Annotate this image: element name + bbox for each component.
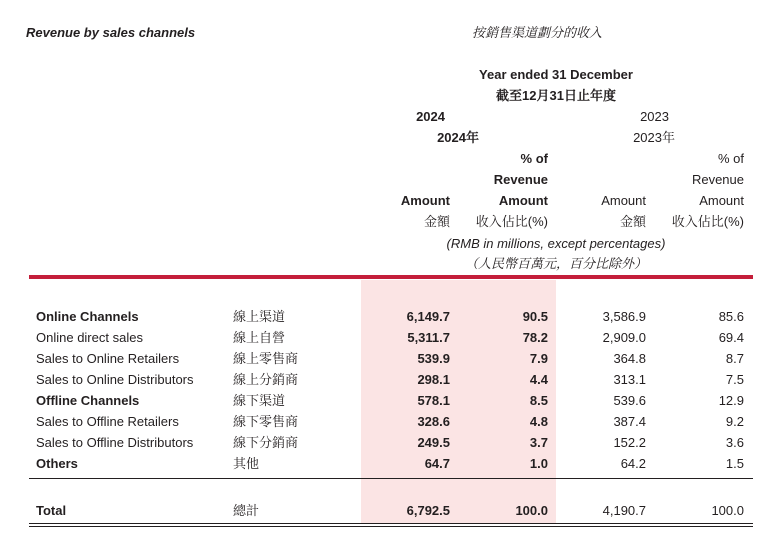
period-label-en: Year ended 31 December — [479, 67, 633, 82]
subtotal-rule — [29, 478, 753, 479]
amount-2023: 152.2 — [613, 435, 646, 450]
amount-2023: 2,909.0 — [602, 330, 646, 345]
amount-2024: 6,149.7 — [406, 309, 450, 324]
table-row — [0, 349, 775, 370]
pct-2024: 4.8 — [529, 414, 548, 429]
total-amount-2024: 6,792.5 — [406, 503, 450, 518]
row-label-zh: 線上零售商 — [233, 351, 299, 366]
year-2024-label-zh: 2024年 — [437, 130, 479, 145]
table-row — [0, 370, 775, 391]
amount-2024: 249.5 — [417, 435, 450, 450]
total-amount-2023: 4,190.7 — [602, 503, 646, 518]
row-label-en: Offline Channels — [36, 393, 140, 408]
pct-2023: 8.7 — [725, 351, 744, 366]
total-label-en: Total — [36, 503, 67, 518]
row-label-zh: 其他 — [233, 456, 260, 471]
row-label-en: Others — [36, 456, 78, 471]
pct-2023: 69.4 — [718, 330, 744, 345]
pct-header-2023-line1: % of — [717, 151, 744, 166]
unit-note-zh: （人民幣百萬元，百分比除外） — [464, 256, 647, 271]
row-label-zh: 線下渠道 — [233, 393, 286, 408]
unit-note-en: (RMB in millions, except percentages) — [446, 236, 666, 251]
amount-2024: 578.1 — [417, 393, 450, 408]
table-row — [0, 307, 775, 328]
pct-header-2024-line3: Amount — [498, 193, 548, 208]
table-row — [0, 328, 775, 349]
pct-header-2024-line2: Revenue — [493, 172, 548, 187]
year-2023-label: 2023 — [640, 109, 669, 124]
total-row — [0, 501, 775, 522]
year-2023-label-zh: 2023年 — [633, 130, 675, 145]
pct-header-2023-line2: Revenue — [691, 172, 744, 187]
amount-2024: 539.9 — [417, 351, 450, 366]
total-label-zh: 總計 — [233, 503, 260, 518]
amount-2023: 64.2 — [620, 456, 646, 471]
row-label-zh: 線下零售商 — [233, 414, 299, 429]
year-2024-label: 2024 — [416, 109, 445, 124]
amount-2023: 3,586.9 — [602, 309, 646, 324]
amount-2023: 387.4 — [613, 414, 646, 429]
pct-2024: 7.9 — [529, 351, 548, 366]
amount-2024: 5,311.7 — [407, 330, 450, 345]
amount-2023: 539.6 — [613, 393, 646, 408]
table-row — [0, 433, 775, 454]
pct-2023: 85.6 — [718, 309, 744, 324]
total-rule-2 — [29, 526, 753, 527]
amount-2024: 298.1 — [417, 372, 450, 387]
amount-header-2023: Amount — [601, 193, 646, 208]
row-label-zh: 線下分銷商 — [233, 435, 299, 450]
pct-2023: 7.5 — [725, 372, 744, 387]
header-red-rule — [29, 275, 753, 279]
pct-header-2024-line1: % of — [520, 151, 548, 166]
pct-2023: 9.2 — [725, 414, 744, 429]
pct-header-2023-line3: Amount — [699, 193, 744, 208]
row-label-zh: 線上自營 — [233, 330, 286, 345]
row-label-en: Online Channels — [36, 309, 139, 324]
total-pct-2023: 100.0 — [711, 503, 744, 518]
table-row — [0, 454, 775, 475]
row-label-zh: 線上渠道 — [233, 309, 286, 324]
section-title-zh: 按銷售渠道劃分的收入 — [472, 25, 603, 40]
amount-2024: 64.7 — [424, 456, 450, 471]
period-label-zh: 截至12月31日止年度 — [496, 88, 616, 103]
section-title-en: Revenue by sales channels — [26, 25, 196, 40]
pct-header-2023-zh: 收入佔比(%) — [671, 214, 744, 229]
pct-2023: 1.5 — [725, 456, 744, 471]
amount-2024: 328.6 — [417, 414, 450, 429]
table-row — [0, 412, 775, 433]
row-label-zh: 線上分銷商 — [233, 372, 299, 387]
pct-2023: 3.6 — [725, 435, 744, 450]
pct-2024: 90.5 — [522, 309, 548, 324]
pct-header-2024-zh: 收入佔比(%) — [475, 214, 548, 229]
row-label-en: Sales to Online Retailers — [36, 351, 180, 366]
amount-header-2023-zh: 金額 — [619, 214, 646, 229]
total-pct-2024: 100.0 — [515, 503, 548, 518]
row-label-en: Sales to Offline Distributors — [36, 435, 194, 450]
amount-header-2024-zh: 金額 — [423, 214, 450, 229]
total-rule-1 — [29, 523, 753, 524]
row-label-en: Online direct sales — [36, 330, 143, 345]
amount-2023: 313.1 — [613, 372, 646, 387]
pct-2024: 8.5 — [529, 393, 548, 408]
pct-2024: 3.7 — [529, 435, 548, 450]
pct-2024: 1.0 — [529, 456, 548, 471]
row-label-en: Sales to Online Distributors — [36, 372, 194, 387]
table-row — [0, 391, 775, 412]
row-label-en: Sales to Offline Retailers — [36, 414, 179, 429]
pct-2024: 78.2 — [522, 330, 548, 345]
amount-header-2024: Amount — [400, 193, 450, 208]
pct-2024: 4.4 — [529, 372, 548, 387]
pct-2023: 12.9 — [718, 393, 744, 408]
amount-2023: 364.8 — [613, 351, 646, 366]
